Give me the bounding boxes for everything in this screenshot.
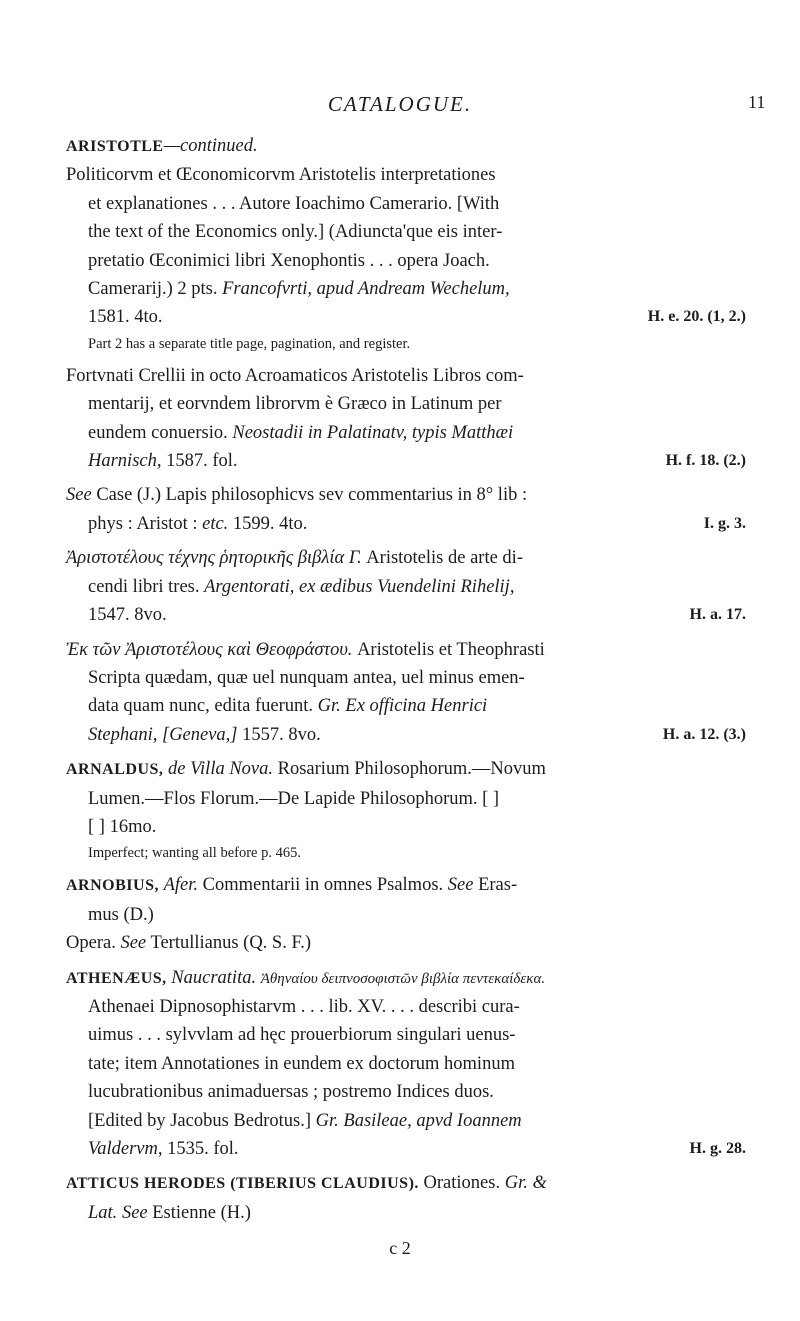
shelfmark: H. a. 12. (3.) [662, 725, 746, 743]
entry-line: Rosarium Philosophorum.—Novum [277, 759, 546, 780]
bibliographic-note: Part 2 has a separate title page, pagination, and register. [88, 335, 411, 352]
entry-line: data quam nunc, edita fuerunt. [88, 696, 313, 717]
entry-line: Case (J.) Lapis philosophicvs sev commentarius in 8° lib : [96, 485, 528, 506]
entry-heading: ARNALDUS, [66, 761, 164, 779]
imprint: Ex officina Henrici [345, 696, 488, 717]
date-format: 1547. 8vo. [88, 605, 167, 626]
entry-line: eundem conuersio. [88, 422, 228, 443]
etc-text: etc. [202, 513, 229, 534]
entry-line: mentarij, et eorvndem librorvm è Græco in Latinum per [88, 394, 502, 415]
entry-line: Politicorvm et Œconomicorvm Aristotelis interpretationes [66, 165, 496, 186]
date-format: 1599. 4to. [232, 513, 308, 534]
entry-arnobius [66, 871, 746, 957]
entry-crellius [66, 362, 746, 476]
entry-line: tate; item Annotationes in eundem ex doctorum hominum [88, 1053, 515, 1074]
running-head: CATALOGUE. [327, 92, 473, 116]
language-tag: Lat. [88, 1202, 118, 1223]
entry-line: Athenaei Dipnosophistarvm . . . lib. XV. . . . describi cura- [88, 996, 520, 1017]
imprint: Argentorati, ex ædibus Vuendelini Rihelij, [204, 576, 515, 597]
imprint: Harnisch, [88, 451, 162, 472]
entry-line: lucubrationibus animaduersas ; postremo Indices duos. [88, 1082, 494, 1103]
imprint: Valdervm, [88, 1139, 163, 1159]
entry-arnaldus [66, 755, 746, 865]
entry-rhetoric [66, 544, 746, 629]
entry-atticus-herodes [66, 1169, 746, 1227]
page-number: 11 [748, 92, 766, 112]
language-tag: Gr. & [504, 1173, 547, 1194]
entry-case-lapis [66, 481, 746, 538]
entry-line: the text of the Economics only.] (Adiuncta'que eis inter- [88, 222, 503, 243]
entry-line: Eras- [478, 875, 518, 896]
see-reference: See [121, 1202, 148, 1223]
greek-title: Ἀριστοτέλους τέχνης ῥητορικῆς βιβλία Γ. [66, 548, 362, 569]
entry-line: Estienne (H.) [152, 1202, 251, 1223]
language-tag: Gr. [315, 1110, 339, 1131]
entry-line: Lumen.—Flos Florum.—De Lapide Philosophorum. [ ] [88, 788, 500, 809]
entry-heading: ATTICUS HERODES (TIBERIUS CLAUDIUS). [66, 1175, 419, 1193]
heading-epithet: Afer. [163, 875, 199, 896]
shelfmark: H. f. 18. (2.) [665, 452, 746, 470]
imprint: Francofvrti, apud Andream Wechelum, [222, 279, 510, 300]
entry-heading: ARISTOTLE [66, 138, 164, 155]
entry-line: Orationes. [423, 1173, 501, 1194]
shelfmark: I. g. 3. [703, 514, 746, 532]
imprint: Neostadii in Palatinatv, typis Matthæi [232, 422, 514, 443]
sub-entry-ref: Tertullianus (Q. S. F.) [150, 933, 312, 954]
entry-line: Aristotelis de arte di- [366, 548, 523, 569]
entry-line: [Edited by Jacobus Bedrotus.] [88, 1110, 311, 1131]
entry-line: phys : Aristot : [88, 513, 198, 534]
entry-aristotle-politicorvm [66, 132, 746, 356]
imprint: Basileae, apvd Ioannem [343, 1110, 522, 1131]
entry-line: mus (D.) [88, 904, 154, 925]
bibliographic-note: Imperfect; wanting all before p. 465. [88, 845, 301, 862]
heading-epithet: de Villa Nova. [168, 759, 274, 780]
entry-line: cendi libri tres. [88, 576, 200, 597]
entry-athenaeus [66, 964, 746, 1164]
see-reference: See [447, 875, 474, 896]
see-reference: See [66, 485, 92, 506]
greek-title: Ἀθηναίου δειπνοσοφιστῶν βιβλία πεντεκαίδεκα. [260, 970, 546, 987]
heading-suffix: —continued. [163, 136, 258, 156]
shelfmark: H. a. 17. [689, 606, 746, 624]
sub-entry-title: Opera. [66, 933, 116, 954]
entry-heading: ARNOBIUS, [66, 877, 159, 895]
greek-title: Ἐκ τῶν Ἀριστοτέλους καὶ Θεοφράστου. [66, 639, 353, 660]
see-reference: See [120, 933, 147, 954]
entry-line: Scripta quædam, quæ uel nunquam antea, uel minus emen- [88, 667, 525, 688]
entry-line: pretatio Œconimici libri Xenophontis . . . opera Joach. [88, 250, 490, 271]
imprint: Stephani, [Geneva,] [88, 724, 238, 745]
language-tag: Gr. [317, 696, 341, 717]
date-format: 1581. 4to. [88, 307, 163, 328]
entry-line: Fortvnati Crellii in octo Acroamaticos Aristotelis Libros com- [66, 365, 524, 386]
heading-epithet: Naucratita. [171, 967, 257, 988]
entry-line: Commentarii in omnes Psalmos. [202, 875, 444, 896]
entry-line: et explanationes . . . Autore Ioachimo Camerario. [With [88, 193, 500, 214]
shelfmark: H. g. 28. [689, 1140, 746, 1157]
date-format: 1557. 8vo. [242, 724, 321, 745]
date-format: 1535. fol. [167, 1139, 239, 1159]
entry-line: [ ] 16mo. [88, 816, 157, 837]
entry-theophrastus [66, 636, 746, 750]
catalogue-body [66, 132, 746, 1227]
entry-line: uimus . . . sylvvlam ad hęc prouerbiorum singulari uenus- [88, 1025, 516, 1046]
entry-line: Camerarij.) 2 pts. [88, 279, 218, 300]
entry-line: Aristotelis et Theophrasti [357, 639, 545, 660]
shelfmark: H. e. 20. (1, 2.) [647, 308, 746, 326]
entry-heading: ATHENÆUS, [66, 969, 167, 987]
date-format: 1587. fol. [166, 451, 238, 472]
signature-mark: c 2 [389, 1238, 411, 1258]
